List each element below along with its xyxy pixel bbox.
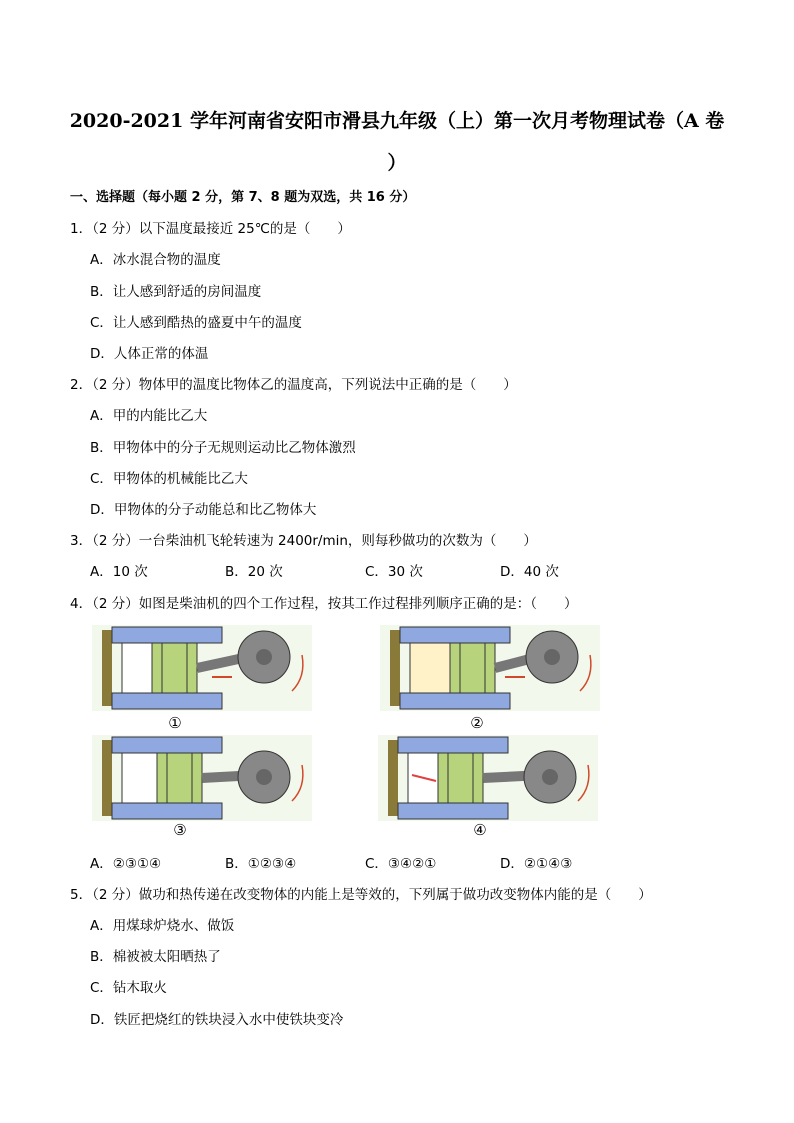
engine-diagram-3: [92, 735, 312, 821]
q3-option-d: D．40 次: [500, 564, 559, 580]
q2-option-b: B．甲物体中的分子无规则运动比乙物体激烈: [90, 440, 356, 456]
engine-diagram-4: [378, 735, 598, 821]
q2-option-a: A．甲的内能比乙大: [90, 408, 208, 424]
q3-option-b: B．20 次: [225, 564, 283, 580]
title-line-1: 2020-2021 学年河南省安阳市滑县九年级（上）第一次月考物理试卷（A 卷: [69, 110, 725, 132]
q4-option-a: A．②③①④: [90, 856, 162, 872]
figure-label-4: ④: [473, 821, 487, 839]
q3-option-a: A．10 次: [90, 564, 148, 580]
q5-option-c: C．钻木取火: [90, 980, 167, 996]
q4-option-d: D．②①④③: [500, 856, 573, 872]
q4-option-b: B．①②③④: [225, 856, 297, 872]
engine-diagram-1: [92, 625, 312, 711]
question-4-stem: 4．（2 分）如图是柴油机的四个工作过程，按其工作过程排列顺序正确的是：（ ）: [70, 596, 578, 612]
question-1-stem: 1．（2 分）以下温度最接近 25℃的是（ ）: [70, 221, 351, 237]
q1-option-c: C．让人感到酷热的盛夏中午的温度: [90, 315, 302, 331]
figure-label-2: ②: [470, 714, 484, 732]
section-heading: 一、选择题（每小题 2 分，第 7、8 题为双选，共 16 分）: [70, 190, 416, 205]
figure-label-1: ①: [168, 714, 182, 732]
q2-option-d: D．甲物体的分子动能总和比乙物体大: [90, 502, 317, 518]
question-5-stem: 5．（2 分）做功和热传递在改变物体的内能上是等效的，下列属于做功改变物体内能的是（ ）: [70, 887, 652, 903]
q1-option-a: A．冰水混合物的温度: [90, 252, 221, 268]
q1-option-b: B．让人感到舒适的房间温度: [90, 284, 262, 300]
question-2-stem: 2．（2 分）物体甲的温度比物体乙的温度高，下列说法中正确的是（ ）: [70, 377, 517, 393]
q4-option-c: C．③④②①: [365, 856, 437, 872]
page-title: [40, 100, 754, 184]
q5-option-b: B．棉被被太阳晒热了: [90, 949, 221, 965]
title-line-2: ）: [387, 152, 407, 174]
q3-option-c: C．30 次: [365, 564, 423, 580]
question-3-stem: 3．（2 分）一台柴油机飞轮转速为 2400r/min，则每秒做功的次数为（ ）: [70, 533, 537, 549]
figure-label-3: ③: [173, 821, 187, 839]
engine-diagram-2: [380, 625, 600, 711]
q5-option-d: D．铁匠把烧红的铁块浸入水中使铁块变冷: [90, 1012, 344, 1028]
q2-option-c: C．甲物体的机械能比乙大: [90, 471, 248, 487]
q5-option-a: A．用煤球炉烧水、做饭: [90, 918, 235, 934]
q1-option-d: D．人体正常的体温: [90, 346, 209, 362]
